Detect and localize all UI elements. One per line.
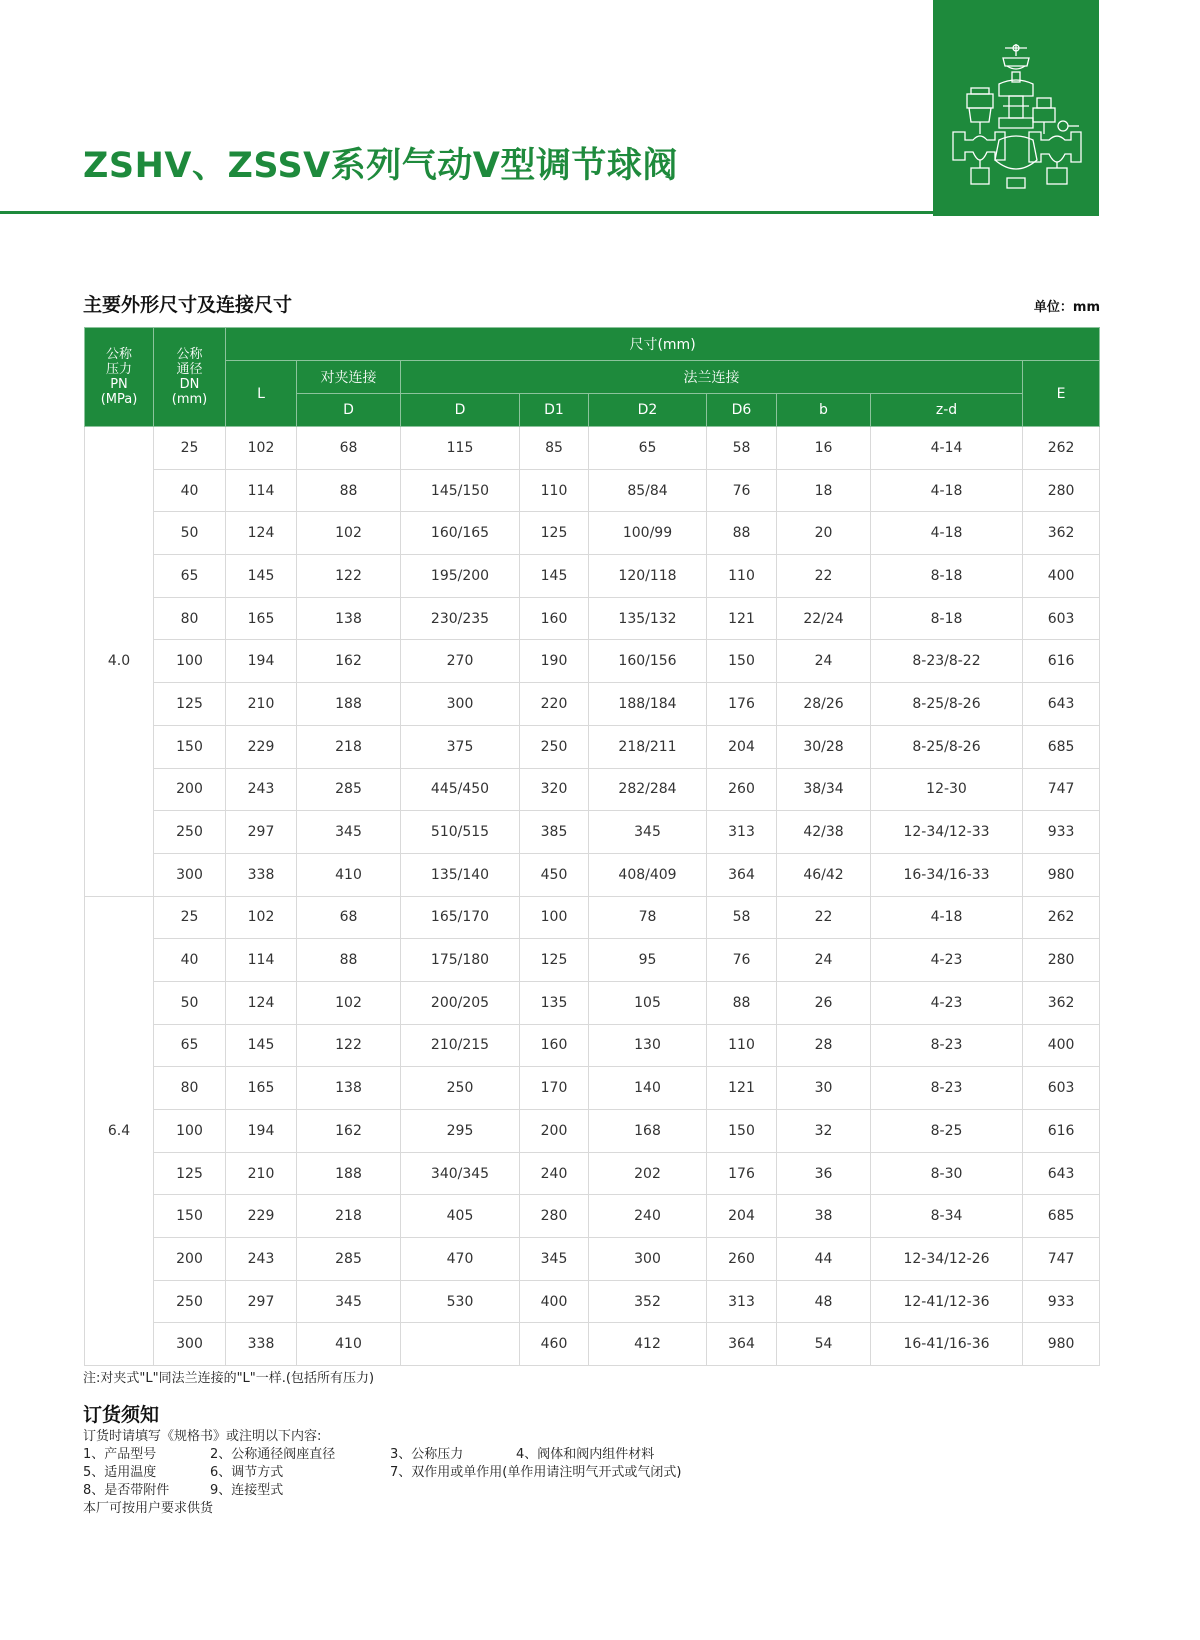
cell-flange-D1: 385 — [520, 811, 589, 854]
cell-flange-D2: 85/84 — [589, 469, 707, 512]
cell-dn: 300 — [154, 853, 226, 896]
cell-E: 685 — [1023, 725, 1100, 768]
cell-flange-D2: 130 — [589, 1024, 707, 1067]
cell-flange-zd: 12-34/12-26 — [871, 1238, 1023, 1281]
cell-flange-D2: 188/184 — [589, 683, 707, 726]
cell-flange-D1: 240 — [520, 1152, 589, 1195]
cell-flange-zd: 8-18 — [871, 597, 1023, 640]
dimensions-table — [84, 327, 1100, 1366]
order-item: 7、双作用或单作用(单作用请注明气开式或气闭式) — [390, 1465, 682, 1480]
table-row — [85, 1238, 1100, 1281]
cell-flange-zd: 16-34/16-33 — [871, 853, 1023, 896]
order-item: 2、公称通径阀座直径 — [210, 1447, 336, 1462]
cell-flange-D1: 170 — [520, 1067, 589, 1110]
cell-flange-zd: 16-41/16-36 — [871, 1323, 1023, 1366]
cell-flange-zd: 4-18 — [871, 512, 1023, 555]
cell-flange-b: 38/34 — [777, 768, 871, 811]
cell-wafer-D: 162 — [297, 640, 401, 683]
cell-dn: 300 — [154, 1323, 226, 1366]
cell-flange-b: 24 — [777, 939, 871, 982]
cell-E: 747 — [1023, 768, 1100, 811]
cell-flange-D1: 125 — [520, 512, 589, 555]
cell-flange-b: 44 — [777, 1238, 871, 1281]
cell-dn: 65 — [154, 555, 226, 598]
cell-flange-D: 375 — [401, 725, 520, 768]
cell-flange-D2: 218/211 — [589, 725, 707, 768]
cell-wafer-D: 102 — [297, 512, 401, 555]
cell-dn: 125 — [154, 1152, 226, 1195]
cell-flange-D2: 78 — [589, 896, 707, 939]
cell-L: 145 — [226, 1024, 297, 1067]
cell-wafer-D: 138 — [297, 1067, 401, 1110]
cell-flange-D1: 190 — [520, 640, 589, 683]
table-row — [85, 1280, 1100, 1323]
cell-wafer-D: 410 — [297, 1323, 401, 1366]
cell-flange-D6: 76 — [707, 939, 777, 982]
cell-L: 194 — [226, 640, 297, 683]
cell-flange-D6: 204 — [707, 725, 777, 768]
cell-flange-zd: 8-23 — [871, 1067, 1023, 1110]
cell-dn: 40 — [154, 939, 226, 982]
cell-flange-zd: 4-14 — [871, 427, 1023, 470]
cell-flange-b: 28/26 — [777, 683, 871, 726]
cell-dn: 100 — [154, 640, 226, 683]
cell-dn: 125 — [154, 683, 226, 726]
cell-L: 124 — [226, 981, 297, 1024]
cell-flange-D: 165/170 — [401, 896, 520, 939]
order-item: 6、调节方式 — [210, 1465, 284, 1480]
cell-L: 114 — [226, 469, 297, 512]
table-row — [85, 725, 1100, 768]
cell-flange-D: 270 — [401, 640, 520, 683]
cell-E: 747 — [1023, 1238, 1100, 1281]
cell-dn: 250 — [154, 1280, 226, 1323]
cell-wafer-D: 345 — [297, 1280, 401, 1323]
page-title: ZSHV、ZSSV系列气动V型调节球阀 — [83, 146, 678, 186]
cell-wafer-D: 285 — [297, 768, 401, 811]
cell-flange-D: 135/140 — [401, 853, 520, 896]
cell-wafer-D: 218 — [297, 725, 401, 768]
cell-flange-D: 530 — [401, 1280, 520, 1323]
cell-dn: 150 — [154, 1195, 226, 1238]
table-note: 注:对夹式"L"同法兰连接的"L"一样.(包括所有压力) — [83, 1371, 375, 1386]
cell-L: 297 — [226, 811, 297, 854]
cell-flange-D2: 412 — [589, 1323, 707, 1366]
cell-E: 262 — [1023, 896, 1100, 939]
cell-flange-zd: 4-23 — [871, 939, 1023, 982]
cell-flange-b: 48 — [777, 1280, 871, 1323]
cell-flange-D6: 204 — [707, 1195, 777, 1238]
cell-flange-D: 160/165 — [401, 512, 520, 555]
cell-flange-D6: 150 — [707, 640, 777, 683]
table-row — [85, 853, 1100, 896]
cell-flange-zd: 8-18 — [871, 555, 1023, 598]
table-row — [85, 427, 1100, 470]
cell-flange-D: 340/345 — [401, 1152, 520, 1195]
cell-flange-D: 300 — [401, 683, 520, 726]
cell-flange-zd: 12-41/12-36 — [871, 1280, 1023, 1323]
cell-flange-b: 28 — [777, 1024, 871, 1067]
cell-E: 400 — [1023, 555, 1100, 598]
table-row — [85, 597, 1100, 640]
table-row — [85, 640, 1100, 683]
cell-flange-b: 42/38 — [777, 811, 871, 854]
order-item: 1、产品型号 — [83, 1447, 157, 1462]
cell-dn: 25 — [154, 896, 226, 939]
order-footer: 本厂可按用户要求供货 — [83, 1501, 214, 1516]
cell-L: 338 — [226, 853, 297, 896]
cell-flange-D6: 176 — [707, 683, 777, 726]
cell-flange-zd: 4-23 — [871, 981, 1023, 1024]
cell-flange-D6: 58 — [707, 427, 777, 470]
header-flange-D6: D6 — [707, 394, 777, 427]
cell-flange-D6: 110 — [707, 1024, 777, 1067]
cell-flange-b: 30 — [777, 1067, 871, 1110]
cell-flange-D1: 460 — [520, 1323, 589, 1366]
cell-flange-D6: 313 — [707, 811, 777, 854]
cell-flange-D: 210/215 — [401, 1024, 520, 1067]
cell-wafer-D: 122 — [297, 555, 401, 598]
cell-flange-b: 38 — [777, 1195, 871, 1238]
cell-E: 616 — [1023, 1110, 1100, 1153]
cell-flange-zd: 4-18 — [871, 896, 1023, 939]
cell-dn: 100 — [154, 1110, 226, 1153]
table-row — [85, 768, 1100, 811]
header-flange-D2: D2 — [589, 394, 707, 427]
header-flange-D: D — [401, 394, 520, 427]
cell-flange-D: 195/200 — [401, 555, 520, 598]
cell-flange-D1: 85 — [520, 427, 589, 470]
table-row — [85, 1110, 1100, 1153]
header-wafer-D: D — [297, 394, 401, 427]
cell-flange-D6: 260 — [707, 1238, 777, 1281]
header-pn: 公称 压力 PN (MPa) — [85, 328, 154, 427]
header-dn: 公称 通径 DN (mm) — [154, 328, 226, 427]
cell-dn: 40 — [154, 469, 226, 512]
cell-L: 297 — [226, 1280, 297, 1323]
cell-flange-D1: 250 — [520, 725, 589, 768]
cell-flange-D1: 220 — [520, 683, 589, 726]
cell-flange-D1: 450 — [520, 853, 589, 896]
cell-flange-D2: 95 — [589, 939, 707, 982]
order-item: 3、公称压力 — [390, 1447, 464, 1462]
cell-dn: 250 — [154, 811, 226, 854]
cell-flange-D2: 300 — [589, 1238, 707, 1281]
cell-dn: 200 — [154, 768, 226, 811]
cell-flange-b: 18 — [777, 469, 871, 512]
cell-flange-D6: 364 — [707, 853, 777, 896]
cell-flange-D6: 176 — [707, 1152, 777, 1195]
cell-flange-D: 145/150 — [401, 469, 520, 512]
cell-wafer-D: 138 — [297, 597, 401, 640]
cell-flange-b: 22 — [777, 555, 871, 598]
cell-flange-D1: 280 — [520, 1195, 589, 1238]
cell-flange-D6: 150 — [707, 1110, 777, 1153]
cell-L: 114 — [226, 939, 297, 982]
cell-E: 362 — [1023, 512, 1100, 555]
cell-flange-zd: 4-18 — [871, 469, 1023, 512]
cell-flange-D1: 400 — [520, 1280, 589, 1323]
cell-flange-D1: 345 — [520, 1238, 589, 1281]
cell-flange-zd: 8-23/8-22 — [871, 640, 1023, 683]
cell-dn: 80 — [154, 597, 226, 640]
cell-flange-D: 470 — [401, 1238, 520, 1281]
cell-flange-D2: 345 — [589, 811, 707, 854]
table-row — [85, 1323, 1100, 1366]
header-flange-b: b — [777, 394, 871, 427]
cell-E: 980 — [1023, 853, 1100, 896]
order-item: 9、连接型式 — [210, 1483, 284, 1498]
cell-L: 229 — [226, 1195, 297, 1238]
table-row — [85, 1195, 1100, 1238]
page-header — [0, 0, 1200, 218]
cell-flange-D6: 76 — [707, 469, 777, 512]
cell-flange-D: 175/180 — [401, 939, 520, 982]
table-row — [85, 469, 1100, 512]
cell-flange-D1: 145 — [520, 555, 589, 598]
cell-flange-zd: 8-34 — [871, 1195, 1023, 1238]
cell-flange-b: 20 — [777, 512, 871, 555]
cell-flange-D6: 260 — [707, 768, 777, 811]
cell-flange-D: 115 — [401, 427, 520, 470]
cell-L: 229 — [226, 725, 297, 768]
cell-E: 262 — [1023, 427, 1100, 470]
cell-flange-D2: 168 — [589, 1110, 707, 1153]
cell-flange-b: 32 — [777, 1110, 871, 1153]
cell-L: 210 — [226, 683, 297, 726]
cell-E: 280 — [1023, 469, 1100, 512]
cell-wafer-D: 188 — [297, 1152, 401, 1195]
cell-flange-D2: 140 — [589, 1067, 707, 1110]
cell-wafer-D: 88 — [297, 939, 401, 982]
cell-flange-D6: 110 — [707, 555, 777, 598]
cell-flange-D2: 352 — [589, 1280, 707, 1323]
cell-flange-D6: 121 — [707, 1067, 777, 1110]
header-wafer-group: 对夹连接 — [297, 361, 401, 394]
cell-E: 643 — [1023, 1152, 1100, 1195]
cell-flange-b: 30/28 — [777, 725, 871, 768]
cell-wafer-D: 345 — [297, 811, 401, 854]
table-body — [85, 427, 1100, 1366]
section-title: 主要外形尺寸及连接尺寸 — [83, 294, 293, 316]
header-illustration-panel — [933, 0, 1099, 216]
table-row — [85, 1067, 1100, 1110]
cell-flange-D2: 120/118 — [589, 555, 707, 598]
cell-wafer-D: 218 — [297, 1195, 401, 1238]
cell-flange-D: 295 — [401, 1110, 520, 1153]
cell-flange-D6: 121 — [707, 597, 777, 640]
cell-flange-D2: 105 — [589, 981, 707, 1024]
cell-flange-D: 445/450 — [401, 768, 520, 811]
cell-L: 102 — [226, 427, 297, 470]
header-L: L — [226, 361, 297, 427]
cell-flange-b: 22/24 — [777, 597, 871, 640]
cell-E: 643 — [1023, 683, 1100, 726]
header-flange-D1: D1 — [520, 394, 589, 427]
cell-flange-zd: 8-25/8-26 — [871, 725, 1023, 768]
cell-wafer-D: 122 — [297, 1024, 401, 1067]
cell-flange-D: 250 — [401, 1067, 520, 1110]
cell-wafer-D: 102 — [297, 981, 401, 1024]
table-row — [85, 512, 1100, 555]
cell-flange-D2: 160/156 — [589, 640, 707, 683]
cell-flange-b: 22 — [777, 896, 871, 939]
cell-E: 933 — [1023, 811, 1100, 854]
cell-E: 980 — [1023, 1323, 1100, 1366]
cell-flange-zd: 8-23 — [871, 1024, 1023, 1067]
cell-flange-D6: 88 — [707, 512, 777, 555]
cell-flange-D6: 364 — [707, 1323, 777, 1366]
cell-dn: 50 — [154, 512, 226, 555]
cell-dn: 50 — [154, 981, 226, 1024]
table-row — [85, 896, 1100, 939]
cell-wafer-D: 410 — [297, 853, 401, 896]
cell-flange-zd: 8-30 — [871, 1152, 1023, 1195]
cell-E: 362 — [1023, 981, 1100, 1024]
cell-flange-b: 54 — [777, 1323, 871, 1366]
header-flange-zd: z-d — [871, 394, 1023, 427]
cell-flange-D2: 202 — [589, 1152, 707, 1195]
cell-E: 616 — [1023, 640, 1100, 683]
cell-flange-zd: 12-34/12-33 — [871, 811, 1023, 854]
cell-flange-D6: 58 — [707, 896, 777, 939]
valve-outline-icon — [933, 0, 1099, 216]
cell-L: 124 — [226, 512, 297, 555]
cell-L: 165 — [226, 1067, 297, 1110]
cell-pn: 6.4 — [85, 896, 154, 1366]
cell-L: 243 — [226, 1238, 297, 1281]
cell-L: 338 — [226, 1323, 297, 1366]
cell-flange-b: 16 — [777, 427, 871, 470]
cell-flange-D1: 125 — [520, 939, 589, 982]
cell-L: 210 — [226, 1152, 297, 1195]
cell-flange-D — [401, 1323, 520, 1366]
header-divider — [0, 211, 935, 214]
cell-flange-D2: 65 — [589, 427, 707, 470]
cell-flange-D: 405 — [401, 1195, 520, 1238]
table-row — [85, 555, 1100, 598]
cell-L: 243 — [226, 768, 297, 811]
cell-flange-D1: 160 — [520, 597, 589, 640]
cell-flange-zd: 12-30 — [871, 768, 1023, 811]
header-size-group: 尺寸(mm) — [226, 328, 1100, 361]
cell-dn: 80 — [154, 1067, 226, 1110]
header-E: E — [1023, 361, 1100, 427]
order-title: 订货须知 — [83, 1404, 160, 1426]
cell-L: 145 — [226, 555, 297, 598]
table-row — [85, 1024, 1100, 1067]
cell-wafer-D: 68 — [297, 896, 401, 939]
cell-flange-D2: 408/409 — [589, 853, 707, 896]
table-row — [85, 811, 1100, 854]
cell-flange-D: 510/515 — [401, 811, 520, 854]
cell-flange-D1: 135 — [520, 981, 589, 1024]
cell-flange-D2: 282/284 — [589, 768, 707, 811]
cell-dn: 25 — [154, 427, 226, 470]
cell-flange-b: 26 — [777, 981, 871, 1024]
cell-flange-D1: 160 — [520, 1024, 589, 1067]
table-row — [85, 683, 1100, 726]
cell-E: 603 — [1023, 1067, 1100, 1110]
order-item: 4、阀体和阀内组件材料 — [516, 1447, 655, 1462]
table-row — [85, 981, 1100, 1024]
cell-L: 194 — [226, 1110, 297, 1153]
cell-E: 603 — [1023, 597, 1100, 640]
cell-pn: 4.0 — [85, 427, 154, 897]
cell-flange-D: 230/235 — [401, 597, 520, 640]
table-row — [85, 1152, 1100, 1195]
cell-flange-D2: 100/99 — [589, 512, 707, 555]
cell-flange-D1: 110 — [520, 469, 589, 512]
table-row — [85, 939, 1100, 982]
cell-E: 933 — [1023, 1280, 1100, 1323]
cell-flange-D1: 320 — [520, 768, 589, 811]
cell-flange-b: 36 — [777, 1152, 871, 1195]
cell-wafer-D: 68 — [297, 427, 401, 470]
cell-flange-zd: 8-25/8-26 — [871, 683, 1023, 726]
cell-flange-D: 200/205 — [401, 981, 520, 1024]
cell-flange-D6: 88 — [707, 981, 777, 1024]
cell-flange-D1: 200 — [520, 1110, 589, 1153]
header-flange-group: 法兰连接 — [401, 361, 1023, 394]
order-intro: 订货时请填写《规格书》或注明以下内容: — [83, 1429, 322, 1444]
cell-E: 280 — [1023, 939, 1100, 982]
cell-wafer-D: 285 — [297, 1238, 401, 1281]
cell-flange-D2: 240 — [589, 1195, 707, 1238]
cell-flange-D2: 135/132 — [589, 597, 707, 640]
cell-flange-zd: 8-25 — [871, 1110, 1023, 1153]
order-item: 5、适用温度 — [83, 1465, 157, 1480]
unit-label: 单位：mm — [1033, 300, 1100, 315]
cell-E: 685 — [1023, 1195, 1100, 1238]
cell-wafer-D: 162 — [297, 1110, 401, 1153]
cell-dn: 200 — [154, 1238, 226, 1281]
cell-flange-b: 24 — [777, 640, 871, 683]
cell-wafer-D: 188 — [297, 683, 401, 726]
cell-wafer-D: 88 — [297, 469, 401, 512]
cell-E: 400 — [1023, 1024, 1100, 1067]
cell-L: 102 — [226, 896, 297, 939]
cell-flange-D6: 313 — [707, 1280, 777, 1323]
cell-flange-b: 46/42 — [777, 853, 871, 896]
cell-dn: 65 — [154, 1024, 226, 1067]
order-item: 8、是否带附件 — [83, 1483, 170, 1498]
cell-L: 165 — [226, 597, 297, 640]
cell-dn: 150 — [154, 725, 226, 768]
cell-flange-D1: 100 — [520, 896, 589, 939]
